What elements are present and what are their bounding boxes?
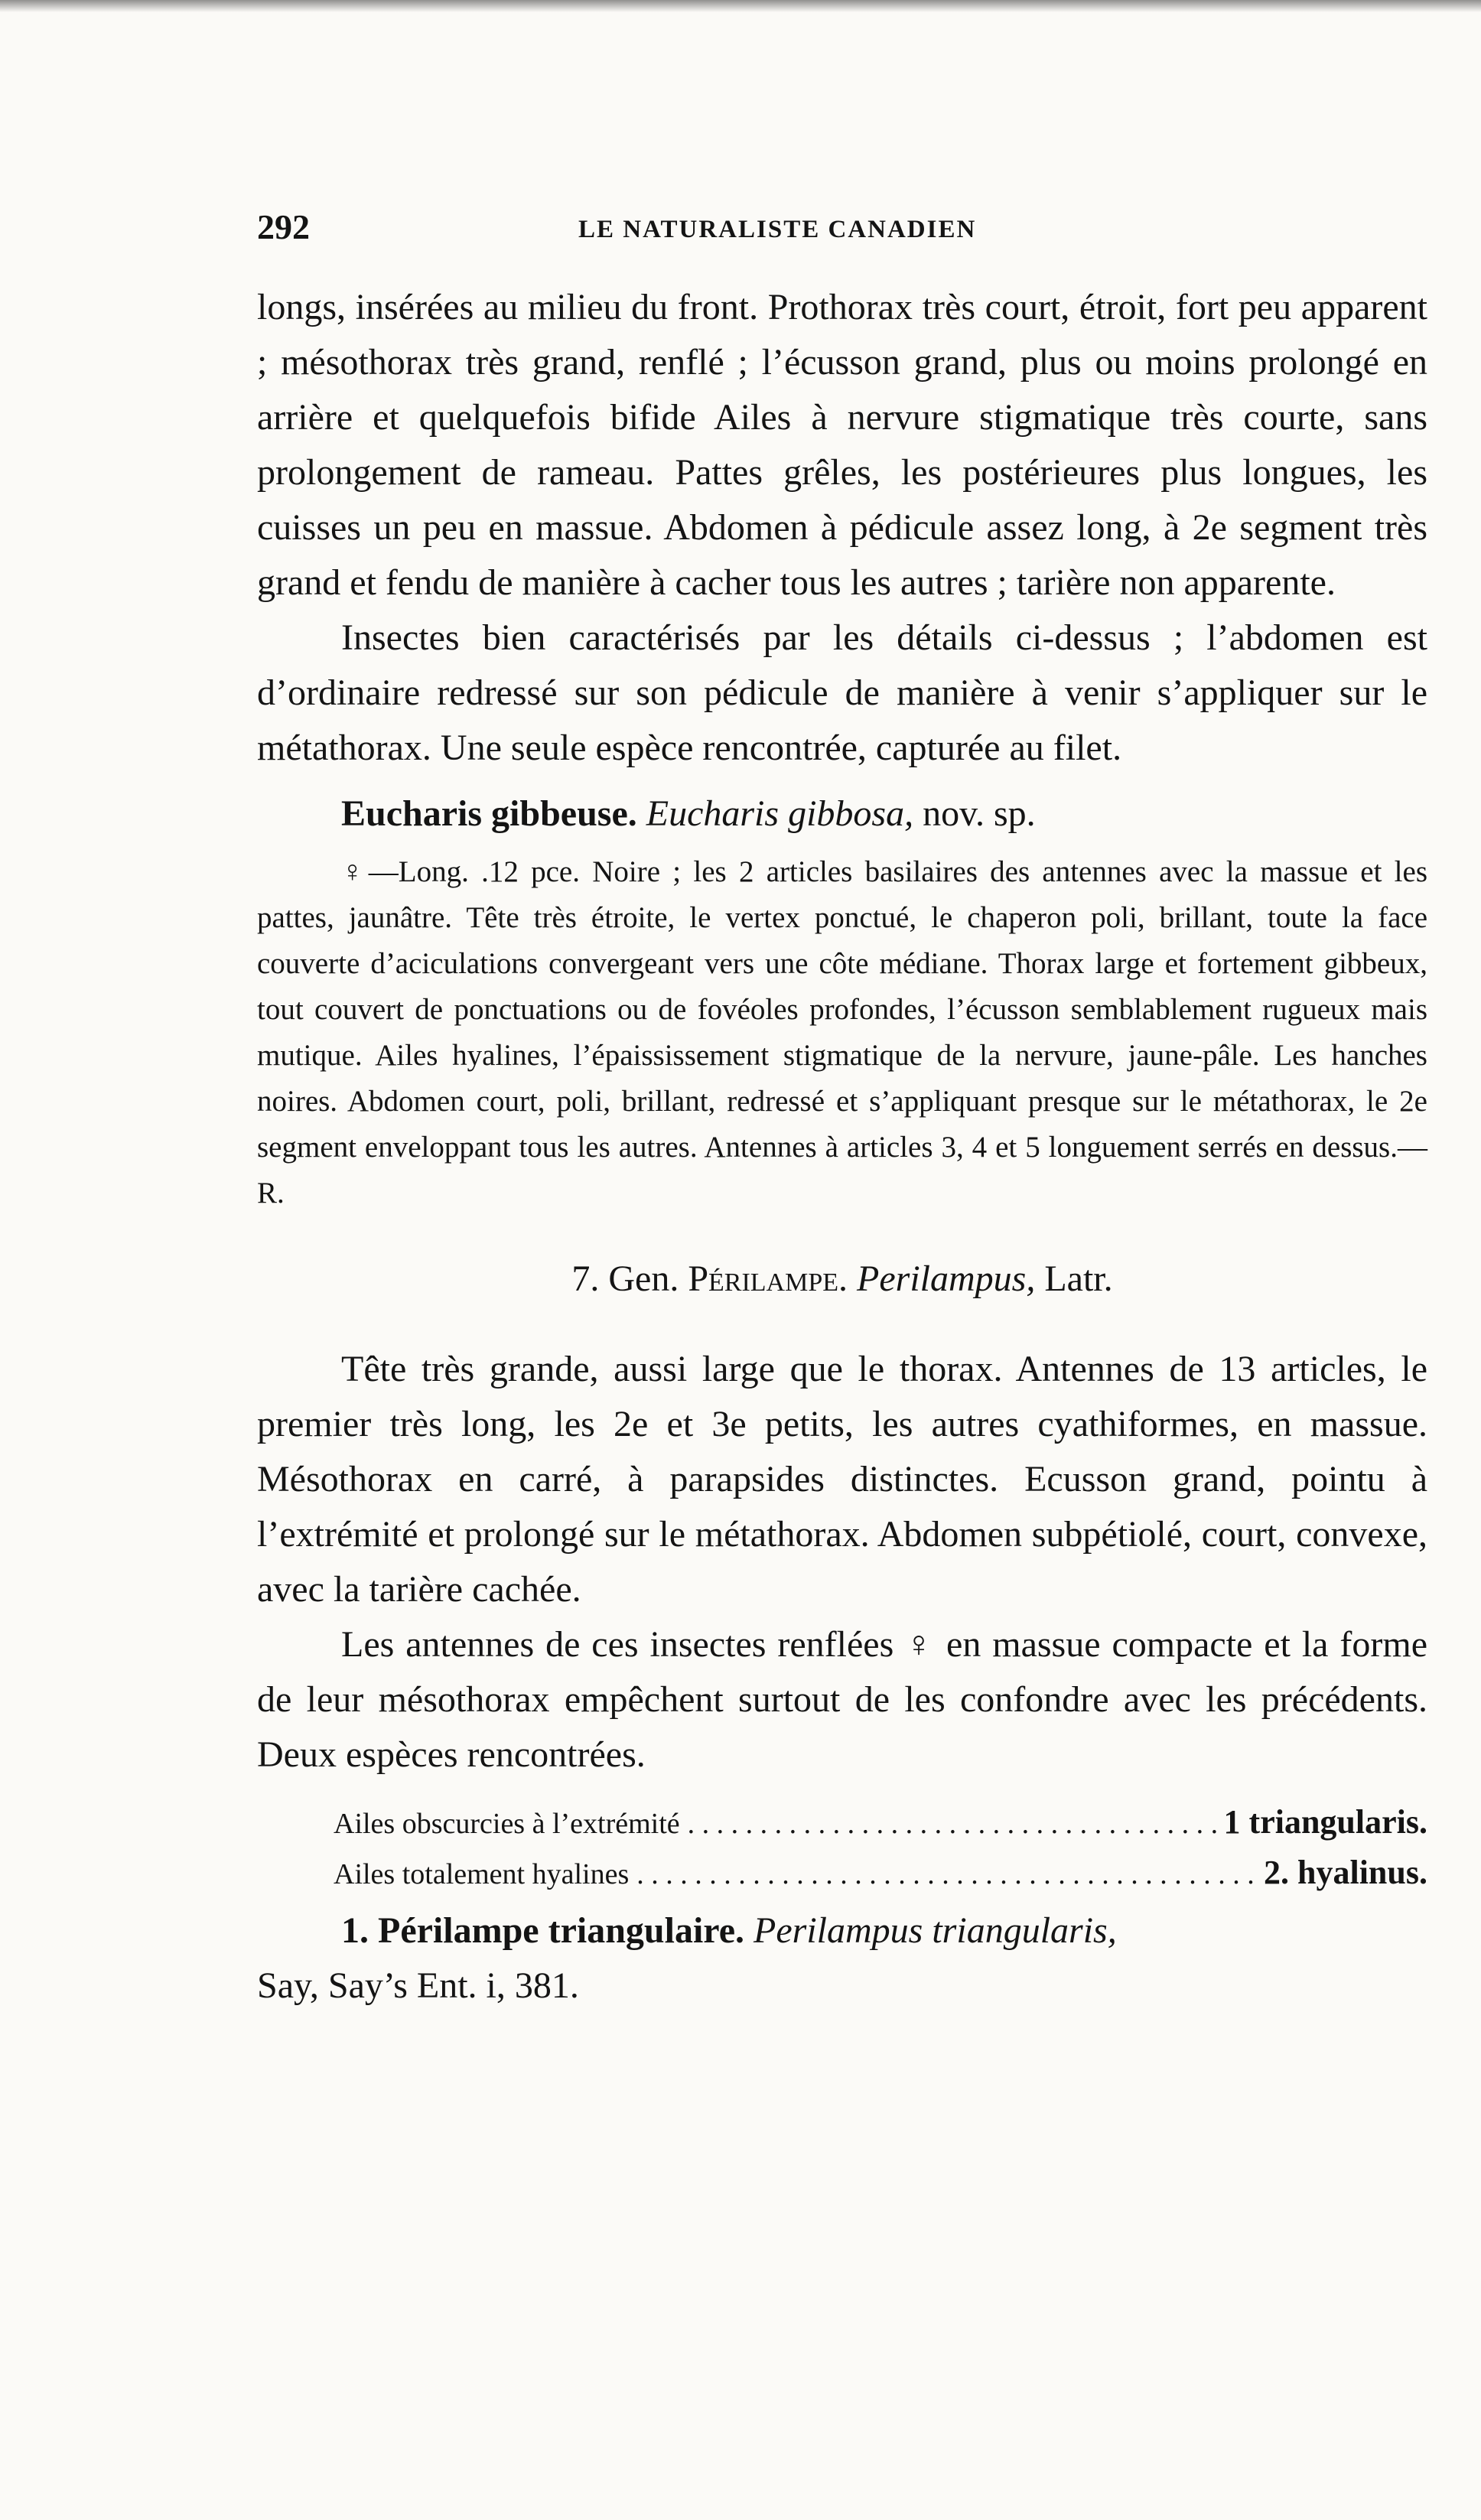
species-entry-latin: Perilampus triangularis, [754,1910,1117,1951]
genus-name: Périlampe. [688,1258,848,1299]
key-row [334,1798,1427,1848]
key-text: Ailes totalement hyalines [334,1858,630,1890]
identification-key [257,1798,1427,1899]
journal-title: LE NATURALISTE CANADIEN [578,216,977,243]
page-number: 292 [257,207,310,246]
paragraph-antennes: Les antennes de ces insectes renflées ♀ en massue compacte et la forme de leur mésothorax empêchent surtout de les confondre avec les précédents. Deux espèces rencontrées. [257,1624,1427,1775]
leader-dots [636,1850,1256,1899]
paragraph-continuation: longs, insérées au milieu du front. Prothorax très court, étroit, fort peu apparent ; mésothorax très grand, renflé ; l’écusson grand, plus ou moins prolongé en arrière et quelquefois bifide Ailes à nervure stigmatique très courte, sans prolongement de rameau. Pattes grêles, les postérieures plus longues, les cuisses un peu en massue. Abdomen à pédicule assez long, à 2e segment très grand et fendu de manière à cacher tous les autres ; tarière non apparente. [257,287,1427,603]
paragraph-insectes: Insectes bien caractérisés par les détails ci-dessus ; l’abdomen est d’ordinaire redressé sur son pédicule de manière à venir s’appliquer sur le métathorax. Une seule espèce rencontrée, capturée au filet. [257,617,1427,768]
genus-latin: Perilampus, [857,1258,1036,1299]
species-description: ♀—Long. .12 pce. Noire ; les 2 articles basilaires des antennes avec la massue et les pattes, jaunâtre. Tête très étroite, le vertex ponctué, le chaperon poli, brillant, toute la face couverte d’aciculations convergeant vers une côte médiane. Thorax large et fortement gibbeux, tout couvert de ponctuations ou de fovéoles profondes, l’écusson semblablement rugueux mais mutique. Ailes hyalines, l’épaississement stigmatique de la nervure, jaune-pâle. Les hanches noires. Abdomen court, poli, brillant, redressé et s’appliquant presque sur le métathorax, le 2e segment enveloppant tous les autres. Antennes à articles 3, 4 et 5 longuement serrés en dessus.—R. [257,855,1427,1210]
species-common-name: Eucharis gibbeuse. [341,793,637,834]
scan-edge [0,0,1481,12]
key-result: 2. hyalinus. [1264,1854,1427,1891]
species-heading [341,786,1427,842]
leader-dots [688,1799,1216,1848]
key-result: 1 triangularis. [1223,1803,1427,1841]
key-row [334,1848,1427,1899]
species-entry-reference: Say, Say’s Ent. i, 381. [257,1965,579,2006]
genus-number: 7. Gen. [571,1258,679,1299]
genus-author: Latr. [1044,1258,1113,1299]
running-head [257,207,1427,252]
paragraph-tete: Tête très grande, aussi large que le thorax. Antennes de 13 articles, le premier très long, les 2e et 3e petits, les autres cyathiformes, en massue. Mésothorax en carré, à parapsides distinctes. Ecusson grand, pointu à l’extrémité et prolongé sur le métathorax. Abdomen subpétiolé, court, convexe, avec la tarière cachée. [257,1349,1427,1610]
species-nov: nov. sp. [923,793,1036,834]
species-latin-name: Eucharis gibbosa, [646,793,914,834]
species-entry [257,1903,1427,1958]
species-entry-label: 1. Périlampe triangulaire. [341,1910,745,1951]
book-page [257,207,1427,2014]
key-text: Ailes obscurcies à l’extrémité [334,1808,680,1840]
genus-heading [257,1252,1427,1307]
